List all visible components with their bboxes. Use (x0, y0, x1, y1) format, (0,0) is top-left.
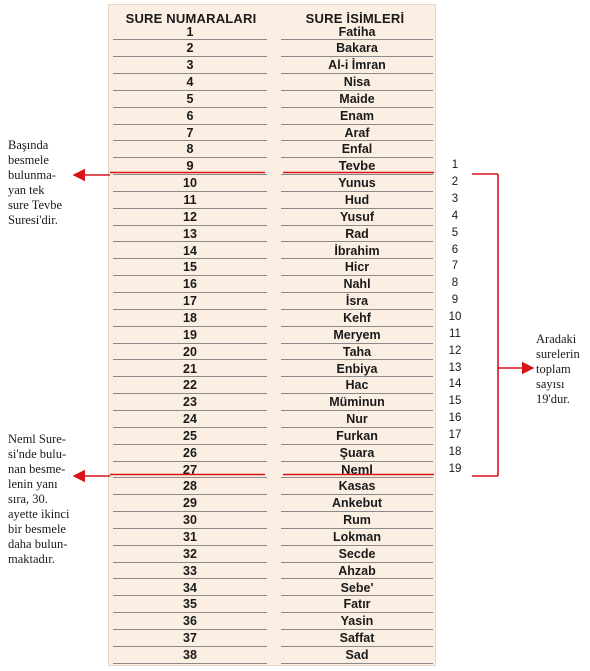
surah-counter: 19 (448, 462, 462, 475)
surah-counter: 6 (451, 243, 459, 256)
surah-name: İbrahim (281, 243, 433, 260)
surah-number: 27 (113, 462, 267, 479)
surah-counter: 10 (448, 310, 462, 323)
surah-number: 19 (113, 327, 267, 344)
surah-number: 7 (113, 125, 267, 142)
surah-counter: 15 (448, 395, 462, 408)
names-column-header: SURE İSİMLERİ (305, 11, 405, 26)
surah-counter: 3 (451, 193, 459, 205)
surah-number: 17 (113, 293, 267, 310)
surah-name: Nahl (281, 276, 433, 293)
surah-number: 29 (113, 495, 267, 512)
surah-number: 16 (113, 276, 267, 293)
surah-name: Yasin (281, 613, 433, 630)
surah-number: 5 (113, 91, 267, 108)
surah-name: Araf (281, 125, 433, 142)
surah-name: Neml (281, 462, 433, 479)
surah-number: 4 (113, 74, 267, 91)
surah-name: Kasas (281, 478, 433, 495)
surah-name: Ankebut (281, 495, 433, 512)
surah-counter: 1 (451, 159, 459, 172)
surah-counter: 17 (448, 428, 462, 441)
note-neml: Neml Sure- si'nde bulu- nan besme- lenin yanı sıra, 30. ayette ikinci bir besmele daha bulun- maktadır. (8, 432, 70, 566)
surah-name: Hac (281, 377, 433, 394)
surah-number: 11 (113, 192, 267, 209)
surah-counter: 8 (451, 277, 459, 290)
surah-number: 2 (113, 40, 267, 57)
numbers-column-header: SURE NUMARALARI (125, 11, 257, 26)
surah-counter: 4 (451, 209, 459, 222)
surah-name: Secde (281, 546, 433, 563)
surah-number: 9 (113, 158, 267, 175)
surah-counter: 7 (451, 260, 459, 273)
surah-name: Lokman (281, 529, 433, 546)
surah-name: Müminun (281, 394, 433, 411)
surah-number: 32 (113, 546, 267, 563)
surah-name: Yunus (281, 175, 433, 192)
surah-name: Hud (281, 192, 433, 209)
surah-number: 15 (113, 259, 267, 276)
surah-name: Enam (281, 108, 433, 125)
surah-number: 13 (113, 226, 267, 243)
surah-counter: 14 (448, 378, 462, 391)
surah-name: Maide (281, 91, 433, 108)
surah-number: 1 (113, 24, 267, 41)
surah-number: 37 (113, 630, 267, 647)
surah-number: 30 (113, 512, 267, 529)
surah-number: 22 (113, 377, 267, 394)
note-total: Aradaki surelerin toplam sayısı 19'dur. (536, 332, 580, 406)
surah-number: 33 (113, 563, 267, 580)
surah-name: Rad (281, 226, 433, 243)
surah-name: Yusuf (281, 209, 433, 226)
surah-number: 3 (113, 57, 267, 74)
surah-number: 14 (113, 243, 267, 260)
surah-number: 31 (113, 529, 267, 546)
surah-name: Hicr (281, 259, 433, 276)
surah-counter: 11 (449, 327, 461, 340)
surah-number: 26 (113, 445, 267, 462)
surah-name: Taha (281, 344, 433, 361)
surah-name: Saffat (281, 630, 433, 647)
surah-number: 25 (113, 428, 267, 445)
surah-number: 8 (113, 141, 267, 158)
surah-counter: 9 (451, 294, 459, 307)
surah-name: Kehf (281, 310, 433, 327)
surah-name: Ahzab (281, 563, 433, 580)
surah-number: 36 (113, 613, 267, 630)
surah-number: 34 (113, 580, 267, 597)
surah-name: Sad (281, 647, 433, 664)
surah-counter: 16 (448, 412, 462, 425)
surah-name: Al-i İmran (281, 57, 433, 74)
surah-number: 21 (113, 361, 267, 378)
surah-name: Fatır (281, 596, 433, 613)
surah-counter: 18 (448, 445, 462, 458)
surah-name: Enfal (281, 141, 433, 158)
surah-number: 6 (113, 108, 267, 125)
surah-number: 35 (113, 596, 267, 613)
surah-counter: 2 (451, 176, 459, 189)
surah-number: 12 (113, 209, 267, 226)
surah-number: 23 (113, 394, 267, 411)
surah-number: 28 (113, 478, 267, 495)
surah-name: Sebe' (281, 580, 433, 597)
surah-name: Fatiha (281, 24, 433, 41)
surah-name: Şuara (281, 445, 433, 462)
surah-counter: 5 (451, 226, 459, 239)
surah-name: Tevbe (281, 158, 433, 175)
surah-counter: 12 (448, 344, 462, 357)
surah-number: 20 (113, 344, 267, 361)
surah-number: 18 (113, 310, 267, 327)
surah-number: 10 (113, 175, 267, 192)
surah-name: Enbiya (281, 361, 433, 378)
surah-name: Meryem (281, 327, 433, 344)
surah-name: Nisa (281, 74, 433, 91)
surah-name: İsra (281, 293, 433, 310)
surah-name: Bakara (281, 40, 433, 57)
surah-name: Nur (281, 411, 433, 428)
surah-number: 38 (113, 647, 267, 664)
surah-counter: 13 (448, 361, 462, 374)
surah-name: Furkan (281, 428, 433, 445)
surah-name: Rum (281, 512, 433, 529)
note-tevbe: Başında besmele bulunma- yan tek sure Tevbe Suresi'dir. (8, 138, 63, 227)
surah-number: 24 (113, 411, 267, 428)
